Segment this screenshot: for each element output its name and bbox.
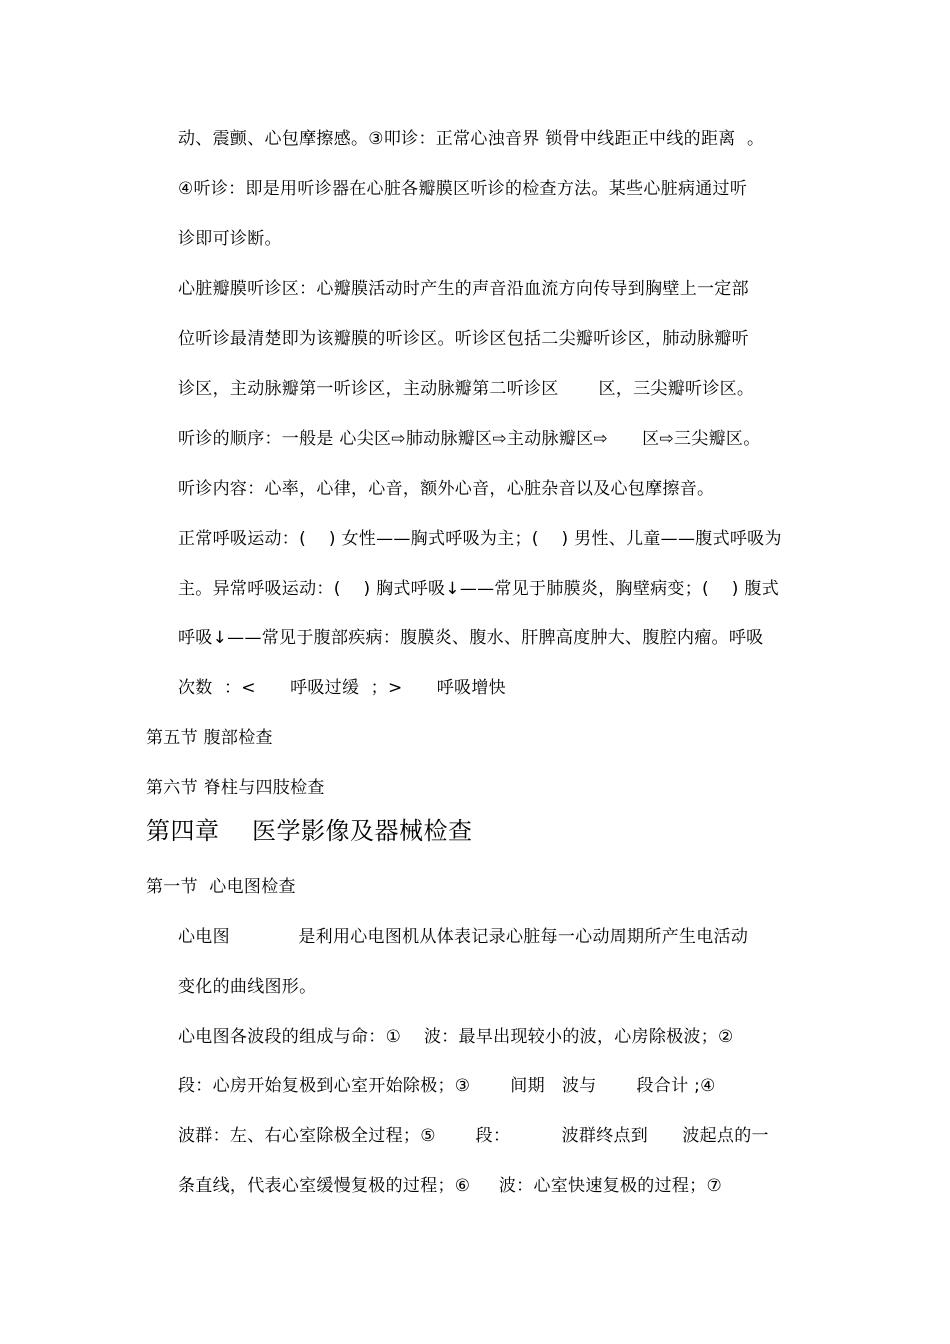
text-line: 诊即可诊断。 <box>178 229 282 249</box>
text-line: 心脏瓣膜听诊区：心瓣膜活动时产生的声音沿血流方向传导到胸壁上一定部 <box>178 279 749 299</box>
text-line: 听诊内容：心率，心律，心音，额外心音，心脏杂音以及心包摩擦音。 <box>178 479 715 499</box>
text-line: 段：心房开始复极到心室开始除极；③ 间期 波与 段合计 ;④ <box>178 1076 716 1096</box>
text-line: 心电图 是利用心电图机从体表记录心脏每一心动周期所产生电活动 <box>178 927 749 947</box>
text-line: 变化的曲线图形。 <box>178 977 317 997</box>
section-heading: 第六节 脊柱与四肢检查 <box>146 778 325 798</box>
text-line: 次数 ：< 呼吸过缓 ；> 呼吸增快 <box>178 678 506 698</box>
text-line: 听诊的顺序：一般是 心尖区⇨肺动脉瓣区⇨主动脉瓣区⇨ 区⇨三尖瓣区。 <box>178 429 761 449</box>
text-line: 心电图各波段的组成与命：① 波：最早出现较小的波，心房除极波；② <box>178 1027 734 1047</box>
chapter-heading: 第四章 医学影像及器械检查 <box>146 817 473 845</box>
text-line: 波群：左、右心室除极全过程；⑤ 段： 波群终点到 波起点的一 <box>178 1126 769 1146</box>
section-heading: 第五节 腹部检查 <box>146 728 273 748</box>
text-line: 呼吸↓——常见于腹部疾病：腹膜炎、腹水、肝脾高度肿大、腹腔内瘤。呼吸 <box>178 628 764 648</box>
text-line: 主。异常呼吸运动：( ) 胸式呼吸↓——常见于肺膜炎，胸壁病变；( ) 腹式 <box>178 579 780 599</box>
text-line: 动、震颤、心包摩擦感。③叩诊：正常心浊音界 锁骨中线距正中线的距离 。 <box>178 129 765 149</box>
text-line: ④听诊：即是用听诊器在心脏各瓣膜区听诊的检查方法。某些心脏病通过听 <box>178 179 748 199</box>
text-line: 正常呼吸运动：( ) 女性——胸式呼吸为主；( ) 男性、儿童——腹式呼吸为 <box>178 529 782 549</box>
text-line: 条直线，代表心室缓慢复极的过程；⑥ 波：心室快速复极的过程；⑦ <box>178 1176 722 1196</box>
text-line: 诊区，主动脉瓣第一听诊区，主动脉瓣第二听诊区 区，三尖瓣听诊区。 <box>178 379 755 399</box>
text-line: 位听诊最清楚即为该瓣膜的听诊区。听诊区包括二尖瓣听诊区，肺动脉瓣听 <box>178 329 749 349</box>
section-heading: 第一节 心电图检查 <box>146 877 296 897</box>
